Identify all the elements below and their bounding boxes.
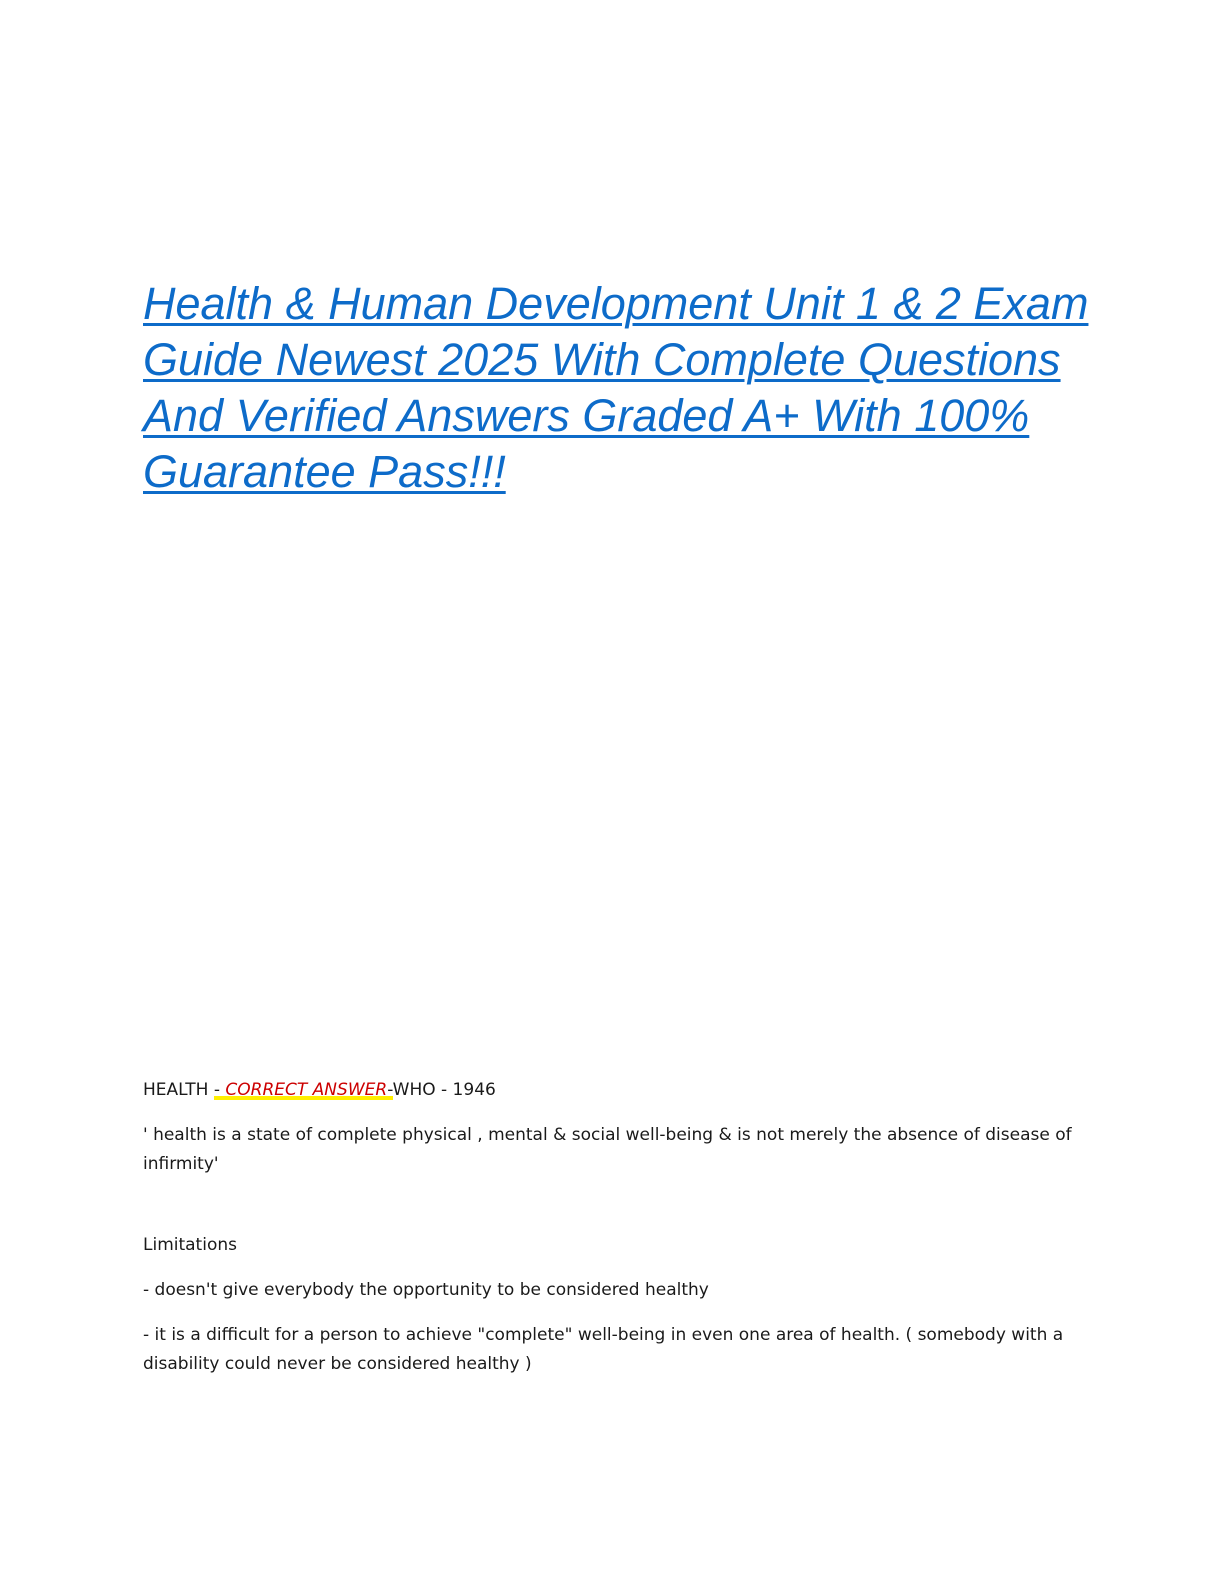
limitation-item: - doesn't give everybody the opportunity to be considered healthy <box>143 1280 709 1300</box>
correct-answer-label: CORRECT ANSWER <box>225 1080 388 1100</box>
answer-source: WHO - 1946 <box>392 1080 496 1100</box>
answer-marker <box>214 1080 393 1100</box>
question-term: HEALTH <box>143 1080 214 1100</box>
limitations-heading: Limitations <box>143 1235 237 1255</box>
question-line <box>143 1076 1083 1105</box>
separator-before: - <box>213 1080 226 1100</box>
separator-after: - <box>387 1080 393 1100</box>
health-definition: ' health is a state of complete physical , mental & social well-being & is not merely the absence of disease of infirmity' <box>143 1125 1072 1174</box>
limitation-item: - it is a difficult for a person to achieve "complete" well-being in even one area of health. ( somebody with a disability could never be considered healthy ) <box>143 1325 1064 1374</box>
qa-entry <box>143 1076 1083 1379</box>
document-title[interactable]: Health & Human Development Unit 1 & 2 Exam Guide Newest 2025 With Complete Questions And Verified Answers Graded A+ With 100% Guarantee Pass!!! <box>143 278 1089 497</box>
